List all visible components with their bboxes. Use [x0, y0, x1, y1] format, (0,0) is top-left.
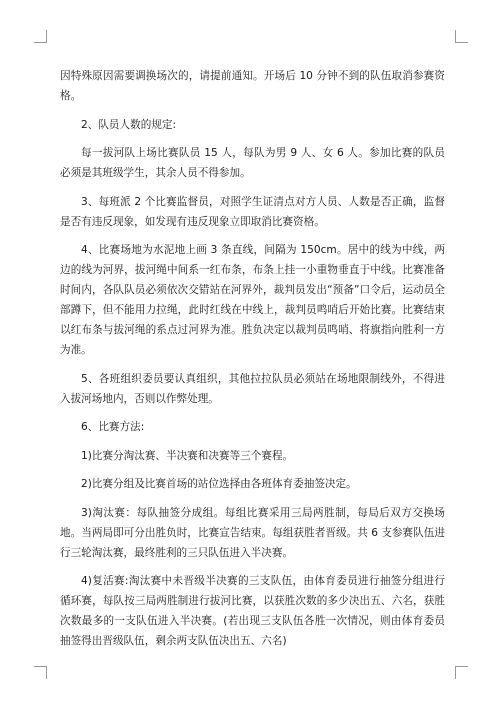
crop-mark-top-right — [455, 30, 468, 43]
paragraph-supervisors: 3、每班派 2 个比赛监督员，对照学生证清点对方人员、人数是否正确，监督是否有违反现象，如发现有违反现象立即取消比赛资格。 — [60, 195, 445, 228]
paragraph-venue: 4、比赛场地为水泥地上画 3 条直线，间隔为 150cm。居中的线为中线，两边的线为河界，拔河绳中间系一红布条，布条上挂一小重物垂直于中线。比赛准备时间内，各队队员必须依次交错站在河界外，裁判员发出“预备”口令后，运动员全部蹲下，但不能用力拉绳，此时红线在中线上，裁判员鸣哨后开始比赛。比赛结束以红布条与拔河绳的系点过河界为准。胜负决定以裁判员鸣哨、将旗指向胜利一方为准。 — [60, 244, 445, 356]
list-item-stages: 1)比赛分淘汰赛、半决赛和决赛等三个赛程。 — [81, 449, 294, 462]
paragraph-team-size: 每一拔河队上场比赛队员 15 人，每队为男 9 人、女 6 人。参加比赛的队员必须是其班级学生，其余人员不得参加。 — [60, 147, 445, 179]
heading-team-size: 2、队员人数的规定: — [81, 118, 177, 131]
paragraph-organization: 5、各班组织委员要认真组织，其他拉拉队员必须站在场地限制线外，不得进入拔河场地内，否则以作弊处理。 — [60, 372, 445, 405]
list-item-repechage: 4)复活赛:淘汰赛中未晋级半决赛的三支队伍，由体育委员进行抽签分组进行循环赛，每队按三局两胜制进行拔河比赛，以获胜次数的多少决出五、六名，获胜次数最多的一支队伍进入半决赛。(若出现三支队伍各胜一次情况，则由体育委员抽签得出晋级队伍，剩余两支队伍决出五、六名) — [60, 575, 445, 647]
list-item-knockout: 3)淘汰赛：每队抽签分成组。每组比赛采用三局两胜制，每局后双方交换场地。当两局即可分出胜负时，比赛宣告结束。每组获胜者晋级。共 6 支参赛队伍进行三轮淘汰赛，最终胜利的三只队伍进入半决赛。 — [60, 506, 445, 559]
crop-mark-bottom-left — [34, 666, 47, 679]
crop-mark-top-left — [34, 30, 47, 43]
paragraph-continuation: 因特殊原因需要调换场次的，请提前通知。开场后 10 分钟不到的队伍取消参赛资格。 — [60, 70, 445, 102]
document-body — [60, 66, 445, 660]
heading-method: 6、比赛方法: — [81, 421, 145, 433]
list-item-draw: 2)比赛分组及比赛首场的站位选择由各班体育委抽签决定。 — [81, 478, 357, 490]
crop-mark-bottom-right — [455, 666, 468, 679]
